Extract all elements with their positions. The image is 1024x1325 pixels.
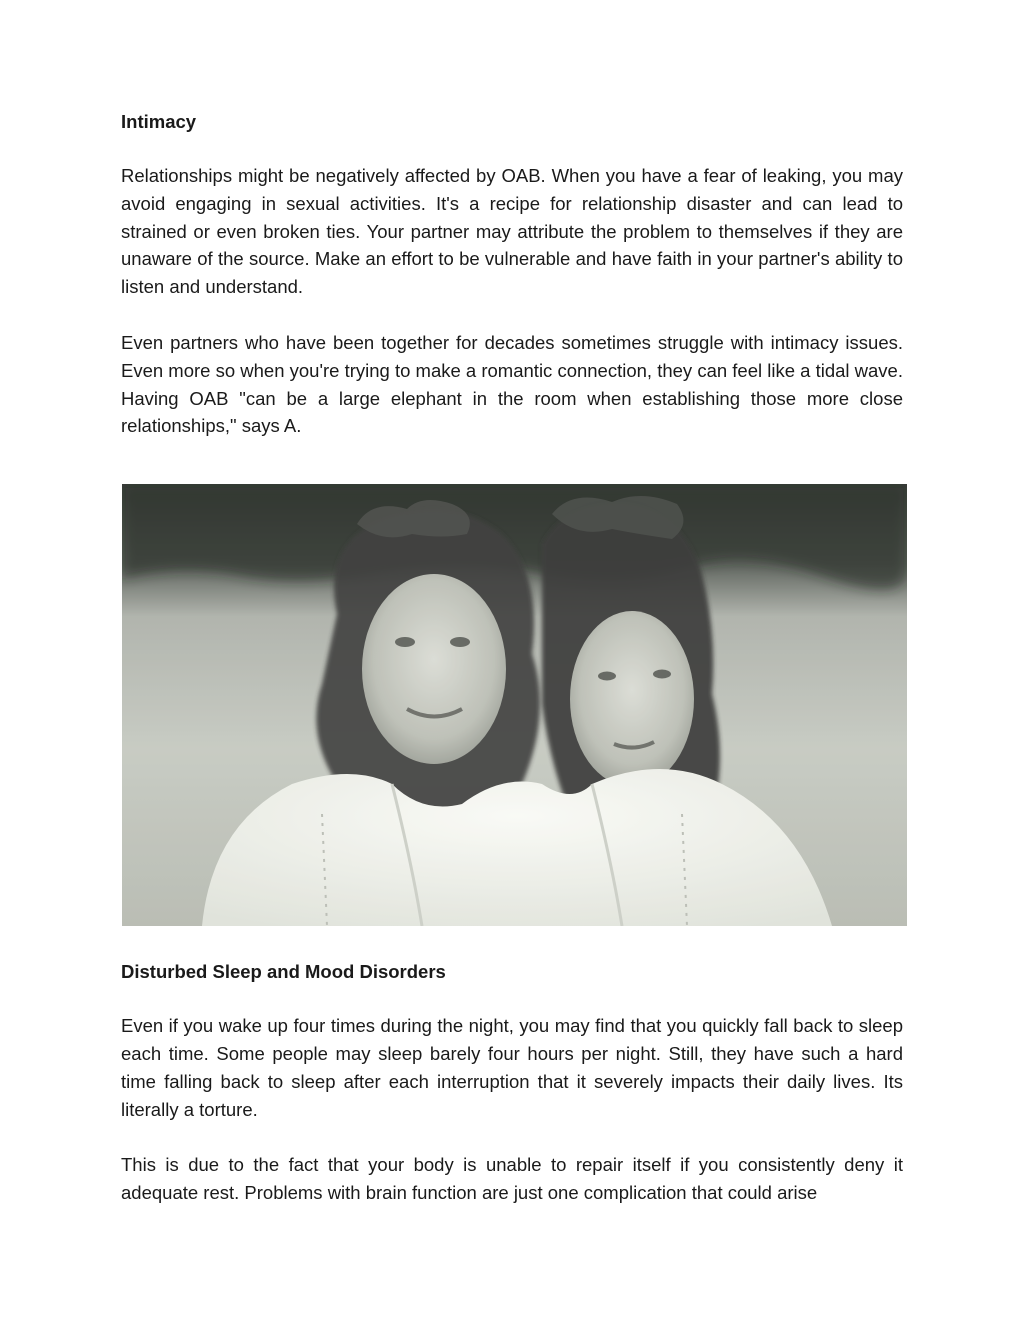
paragraph-sleep-1: Even if you wake up four times during the night, you may find that you quickly fall back to sleep each time. Some people may sleep barely four hours per night. Still, they have such a hard time falling back to sleep after each interruption that it severely impacts their daily lives. Its literally a torture.: [121, 1015, 903, 1120]
paragraph-sleep-2: This is due to the fact that your body is unable to repair itself if you consistently deny it adequate rest. Problems with brain function are just one complication that could arise: [121, 1154, 903, 1204]
paragraph-intimacy-2: Even partners who have been together for decades sometimes struggle with intimacy issues. Even more so when you're trying to make a romantic connection, they can feel like a tidal wave. Having OAB "can be a large elephant in the room when establishing those more close relationships," says A.: [121, 331, 903, 437]
heading-sleep-mood: Disturbed Sleep and Mood Disorders: [121, 961, 446, 983]
photo-illustration: [122, 484, 907, 926]
page-content: [121, 108, 903, 1207]
heading-intimacy: Intimacy: [121, 111, 197, 132]
paragraph-intimacy-1: Relationships might be negatively affected by OAB. When you have a fear of leaking, you may avoid engaging in sexual activities. It's a recipe for relationship disaster and can lead to strained or even broken ties. Your partner may attribute the problem to themselves if they are unaware of the source. Make an effort to be vulnerable and have faith in your partner's ability to listen and understand.: [121, 165, 903, 298]
photo-two-women-double-exposure: [122, 484, 907, 926]
